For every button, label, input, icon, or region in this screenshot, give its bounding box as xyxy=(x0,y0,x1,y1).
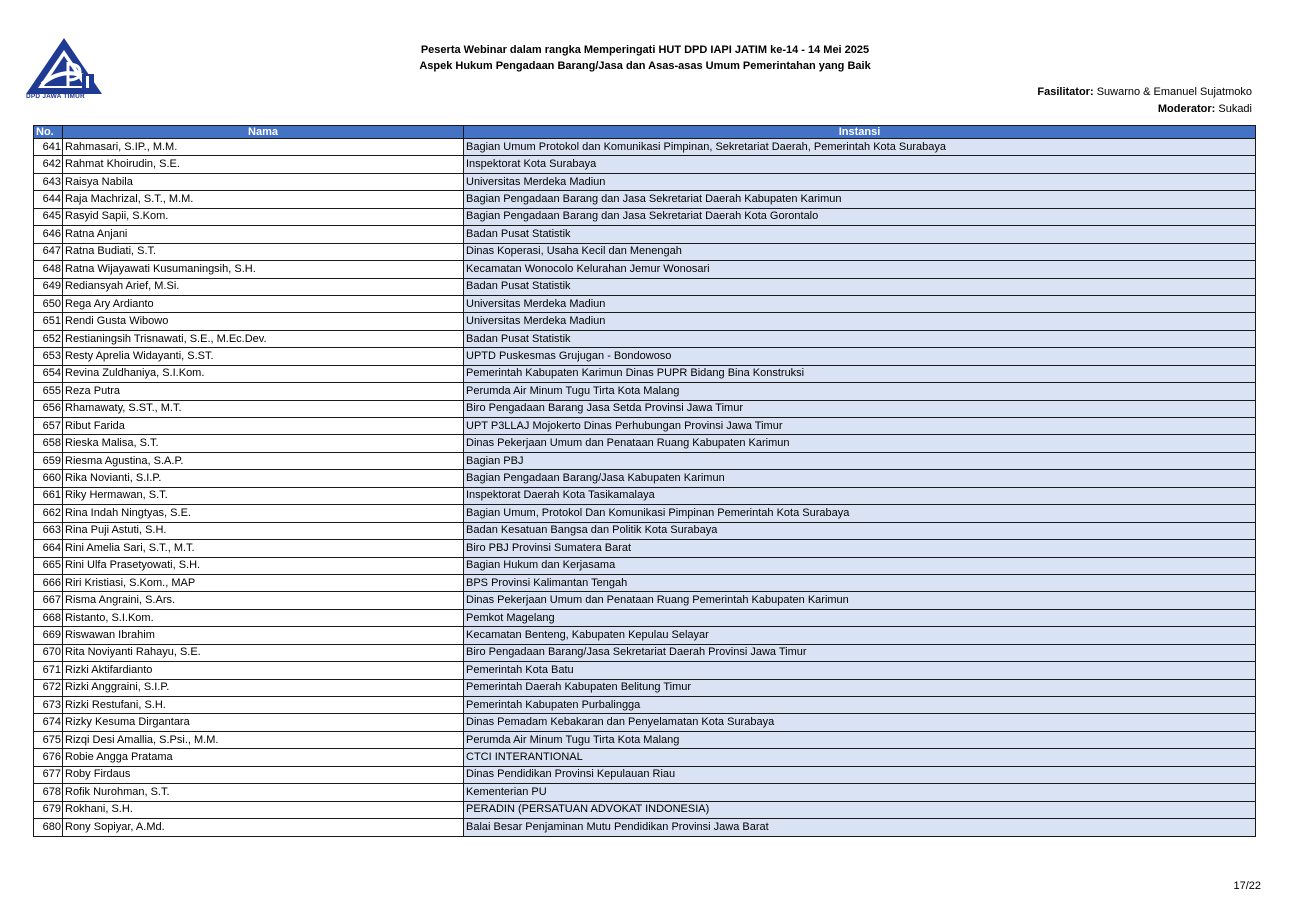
cell-nama: Ristanto, S.I.Kom. xyxy=(63,609,464,626)
table-row xyxy=(34,348,1256,365)
participant-table xyxy=(33,125,1256,837)
cell-instansi: Inspektorat Kota Surabaya xyxy=(464,156,1256,173)
cell-no: 663 xyxy=(34,522,63,539)
cell-no: 656 xyxy=(34,400,63,417)
table-row xyxy=(34,365,1256,382)
cell-instansi: Bagian Umum, Protokol Dan Komunikasi Pimpinan Pemerintah Kota Surabaya xyxy=(464,505,1256,522)
cell-nama: Robie Angga Pratama xyxy=(63,749,464,766)
title-line-2: Aspek Hukum Pengadaan Barang/Jasa dan Asas-asas Umum Pemerintahan yang Baik xyxy=(419,60,871,72)
cell-instansi: Kecamatan Benteng, Kabupaten Kepulau Selayar xyxy=(464,627,1256,644)
cell-no: 652 xyxy=(34,330,63,347)
table-row xyxy=(34,540,1256,557)
cell-nama: Rita Noviyanti Rahayu, S.E. xyxy=(63,644,464,661)
cell-nama: Rega Ary Ardianto xyxy=(63,295,464,312)
table-row xyxy=(34,278,1256,295)
table-row xyxy=(34,452,1256,469)
cell-instansi: Dinas Pemadam Kebakaran dan Penyelamatan Kota Surabaya xyxy=(464,714,1256,731)
cell-nama: Rini Ulfa Prasetyowati, S.H. xyxy=(63,557,464,574)
table-row xyxy=(34,505,1256,522)
cell-no: 650 xyxy=(34,295,63,312)
cell-instansi: Pemerintah Kota Batu xyxy=(464,662,1256,679)
table-row xyxy=(34,819,1256,836)
cell-instansi: Biro Pengadaan Barang/Jasa Sekretariat Daerah Provinsi Jawa Timur xyxy=(464,644,1256,661)
table-row xyxy=(34,226,1256,243)
cell-no: 662 xyxy=(34,505,63,522)
table-row xyxy=(34,173,1256,190)
cell-no: 646 xyxy=(34,226,63,243)
cell-nama: Rina Puji Astuti, S.H. xyxy=(63,522,464,539)
cell-nama: Rina Indah Ningtyas, S.E. xyxy=(63,505,464,522)
table-row xyxy=(34,313,1256,330)
cell-instansi: CTCI INTERANTIONAL xyxy=(464,749,1256,766)
title-line-1: Peserta Webinar dalam rangka Memperingati HUT DPD IAPI JATIM ke-14 - 14 Mei 2025 xyxy=(420,44,870,56)
cell-no: 671 xyxy=(34,662,63,679)
cell-instansi: Perumda Air Minum Tugu Tirta Kota Malang xyxy=(464,731,1256,748)
cell-no: 644 xyxy=(34,191,63,208)
table-row xyxy=(34,801,1256,818)
cell-no: 642 xyxy=(34,156,63,173)
table-row xyxy=(34,766,1256,783)
cell-no: 676 xyxy=(34,749,63,766)
cell-nama: Rizki Anggraini, S.I.P. xyxy=(63,679,464,696)
table-row xyxy=(34,139,1256,156)
cell-nama: Rahmasari, S.IP., M.M. xyxy=(63,139,464,156)
cell-nama: Risma Angraini, S.Ars. xyxy=(63,592,464,609)
cell-nama: Riswawan Ibrahim xyxy=(63,627,464,644)
logo-caption: DPD JAWA TIMUR xyxy=(26,93,85,100)
table-row xyxy=(34,627,1256,644)
table-row xyxy=(34,679,1256,696)
cell-nama: Raja Machrizal, S.T., M.M. xyxy=(63,191,464,208)
cell-no: 654 xyxy=(34,365,63,382)
table-row xyxy=(34,487,1256,504)
table-row xyxy=(34,731,1256,748)
cell-no: 669 xyxy=(34,627,63,644)
cell-nama: Roby Firdaus xyxy=(63,766,464,783)
table-row xyxy=(34,697,1256,714)
cell-nama: Rizki Aktifardianto xyxy=(63,662,464,679)
cell-nama: Rony Sopiyar, A.Md. xyxy=(63,819,464,836)
cell-no: 680 xyxy=(34,819,63,836)
facilitator-value: Suwarno & Emanuel Sujatmoko xyxy=(1096,86,1252,98)
cell-no: 675 xyxy=(34,731,63,748)
table-row xyxy=(34,191,1256,208)
cell-instansi: Biro PBJ Provinsi Sumatera Barat xyxy=(464,540,1256,557)
cell-no: 672 xyxy=(34,679,63,696)
cell-no: 661 xyxy=(34,487,63,504)
cell-nama: Raisya Nabila xyxy=(63,173,464,190)
document-title xyxy=(300,42,990,74)
cell-instansi: Dinas Koperasi, Usaha Kecil dan Menengah xyxy=(464,243,1256,260)
cell-no: 667 xyxy=(34,592,63,609)
cell-instansi: Bagian Pengadaan Barang dan Jasa Sekretariat Daerah Kabupaten Karimun xyxy=(464,191,1256,208)
cell-nama: Rediansyah Arief, M.Si. xyxy=(63,278,464,295)
cell-no: 677 xyxy=(34,766,63,783)
cell-no: 665 xyxy=(34,557,63,574)
header-instansi: Instansi xyxy=(464,126,1256,139)
cell-no: 648 xyxy=(34,261,63,278)
table-row xyxy=(34,784,1256,801)
cell-no: 670 xyxy=(34,644,63,661)
cell-nama: Rendi Gusta Wibowo xyxy=(63,313,464,330)
cell-no: 659 xyxy=(34,452,63,469)
cell-instansi: PERADIN (PERSATUAN ADVOKAT INDONESIA) xyxy=(464,801,1256,818)
cell-nama: Rofik Nurohman, S.T. xyxy=(63,784,464,801)
table-row xyxy=(34,295,1256,312)
cell-no: 653 xyxy=(34,348,63,365)
cell-instansi: UPTD Puskesmas Grujugan - Bondowoso xyxy=(464,348,1256,365)
cell-instansi: UPT P3LLAJ Mojokerto Dinas Perhubungan Provinsi Jawa Timur xyxy=(464,418,1256,435)
cell-nama: Rini Amelia Sari, S.T., M.T. xyxy=(63,540,464,557)
cell-nama: Ribut Farida xyxy=(63,418,464,435)
table-row xyxy=(34,714,1256,731)
cell-no: 679 xyxy=(34,801,63,818)
header-no: No. xyxy=(34,126,63,139)
cell-instansi: Universitas Merdeka Madiun xyxy=(464,313,1256,330)
table-row xyxy=(34,749,1256,766)
cell-instansi: Bagian Pengadaan Barang/Jasa Kabupaten Karimun xyxy=(464,470,1256,487)
cell-nama: Resty Aprelia Widayanti, S.ST. xyxy=(63,348,464,365)
cell-no: 666 xyxy=(34,574,63,591)
table-row xyxy=(34,644,1256,661)
cell-nama: Ratna Budiati, S.T. xyxy=(63,243,464,260)
cell-nama: Rizky Kesuma Dirgantara xyxy=(63,714,464,731)
table-row xyxy=(34,243,1256,260)
cell-no: 645 xyxy=(34,208,63,225)
cell-instansi: Pemerintah Daerah Kabupaten Belitung Timur xyxy=(464,679,1256,696)
cell-instansi: Universitas Merdeka Madiun xyxy=(464,295,1256,312)
cell-nama: Riky Hermawan, S.T. xyxy=(63,487,464,504)
cell-instansi: Kecamatan Wonocolo Kelurahan Jemur Wonosari xyxy=(464,261,1256,278)
cell-nama: Riesma Agustina, S.A.P. xyxy=(63,452,464,469)
cell-instansi: Badan Pusat Statistik xyxy=(464,226,1256,243)
cell-no: 657 xyxy=(34,418,63,435)
table-row xyxy=(34,418,1256,435)
cell-no: 678 xyxy=(34,784,63,801)
table-row xyxy=(34,261,1256,278)
cell-nama: Restianingsih Trisnawati, S.E., M.Ec.Dev. xyxy=(63,330,464,347)
cell-instansi: Inspektorat Daerah Kota Tasikamalaya xyxy=(464,487,1256,504)
moderator-value: Sukadi xyxy=(1218,103,1252,115)
cell-no: 674 xyxy=(34,714,63,731)
cell-nama: Reza Putra xyxy=(63,383,464,400)
cell-no: 668 xyxy=(34,609,63,626)
cell-nama: Rasyid Sapii, S.Kom. xyxy=(63,208,464,225)
cell-instansi: Biro Pengadaan Barang Jasa Setda Provinsi Jawa Timur xyxy=(464,400,1256,417)
table-row xyxy=(34,662,1256,679)
table-row xyxy=(34,435,1256,452)
cell-instansi: Bagian Pengadaan Barang dan Jasa Sekretariat Daerah Kota Gorontalo xyxy=(464,208,1256,225)
cell-instansi: Kementerian PU xyxy=(464,784,1256,801)
cell-nama: Riri Kristiasi, S.Kom., MAP xyxy=(63,574,464,591)
cell-no: 673 xyxy=(34,697,63,714)
table-row xyxy=(34,330,1256,347)
table-row xyxy=(34,400,1256,417)
cell-instansi: Badan Kesatuan Bangsa dan Politik Kota Surabaya xyxy=(464,522,1256,539)
cell-instansi: Pemerintah Kabupaten Purbalingga xyxy=(464,697,1256,714)
moderator-line xyxy=(1037,101,1252,118)
cell-nama: Rizqi Desi Amallia, S.Psi., M.M. xyxy=(63,731,464,748)
cell-nama: Rahmat Khoirudin, S.E. xyxy=(63,156,464,173)
cell-instansi: Badan Pusat Statistik xyxy=(464,278,1256,295)
header-nama: Nama xyxy=(63,126,464,139)
cell-no: 664 xyxy=(34,540,63,557)
table-row xyxy=(34,574,1256,591)
cell-instansi: Perumda Air Minum Tugu Tirta Kota Malang xyxy=(464,383,1256,400)
table-row xyxy=(34,470,1256,487)
cell-nama: Rika Novianti, S.I.P. xyxy=(63,470,464,487)
cell-nama: Rhamawaty, S.ST., M.T. xyxy=(63,400,464,417)
cell-no: 647 xyxy=(34,243,63,260)
cell-instansi: Balai Besar Penjaminan Mutu Pendidikan Provinsi Jawa Barat xyxy=(464,819,1256,836)
cell-instansi: Dinas Pekerjaan Umum dan Penataan Ruang Kabupaten Karimun xyxy=(464,435,1256,452)
cell-no: 641 xyxy=(34,139,63,156)
cell-instansi: BPS Provinsi Kalimantan Tengah xyxy=(464,574,1256,591)
cell-instansi: Pemkot Magelang xyxy=(464,609,1256,626)
cell-no: 658 xyxy=(34,435,63,452)
cell-no: 655 xyxy=(34,383,63,400)
table-row xyxy=(34,383,1256,400)
facilitator-line xyxy=(1037,84,1252,101)
table-row xyxy=(34,522,1256,539)
credits-block xyxy=(1037,84,1252,118)
moderator-label: Moderator: xyxy=(1157,103,1216,115)
table-row xyxy=(34,156,1256,173)
cell-nama: Rieska Malisa, S.T. xyxy=(63,435,464,452)
cell-instansi: Dinas Pendidikan Provinsi Kepulauan Riau xyxy=(464,766,1256,783)
cell-instansi: Bagian PBJ xyxy=(464,452,1256,469)
cell-nama: Ratna Anjani xyxy=(63,226,464,243)
cell-nama: Rokhani, S.H. xyxy=(63,801,464,818)
page-number: 17/22 xyxy=(1233,880,1261,892)
table-body xyxy=(34,139,1256,837)
cell-no: 643 xyxy=(34,173,63,190)
cell-nama: Ratna Wijayawati Kusumaningsih, S.H. xyxy=(63,261,464,278)
cell-no: 651 xyxy=(34,313,63,330)
facilitator-label: Fasilitator: xyxy=(1037,86,1094,98)
table-header-row xyxy=(34,126,1256,139)
cell-instansi: Bagian Umum Protokol dan Komunikasi Pimpinan, Sekretariat Daerah, Pemerintah Kota Surabaya xyxy=(464,139,1256,156)
cell-instansi: Pemerintah Kabupaten Karimun Dinas PUPR Bidang Bina Konstruksi xyxy=(464,365,1256,382)
cell-instansi: Universitas Merdeka Madiun xyxy=(464,173,1256,190)
cell-no: 660 xyxy=(34,470,63,487)
cell-instansi: Badan Pusat Statistik xyxy=(464,330,1256,347)
cell-instansi: Bagian Hukum dan Kerjasama xyxy=(464,557,1256,574)
table-row xyxy=(34,557,1256,574)
cell-instansi: Dinas Pekerjaan Umum dan Penataan Ruang Pemerintah Kabupaten Karimun xyxy=(464,592,1256,609)
cell-nama: Rizki Restufani, S.H. xyxy=(63,697,464,714)
cell-no: 649 xyxy=(34,278,63,295)
table-row xyxy=(34,208,1256,225)
table-row xyxy=(34,592,1256,609)
table-row xyxy=(34,609,1256,626)
cell-nama: Revina Zuldhaniya, S.I.Kom. xyxy=(63,365,464,382)
